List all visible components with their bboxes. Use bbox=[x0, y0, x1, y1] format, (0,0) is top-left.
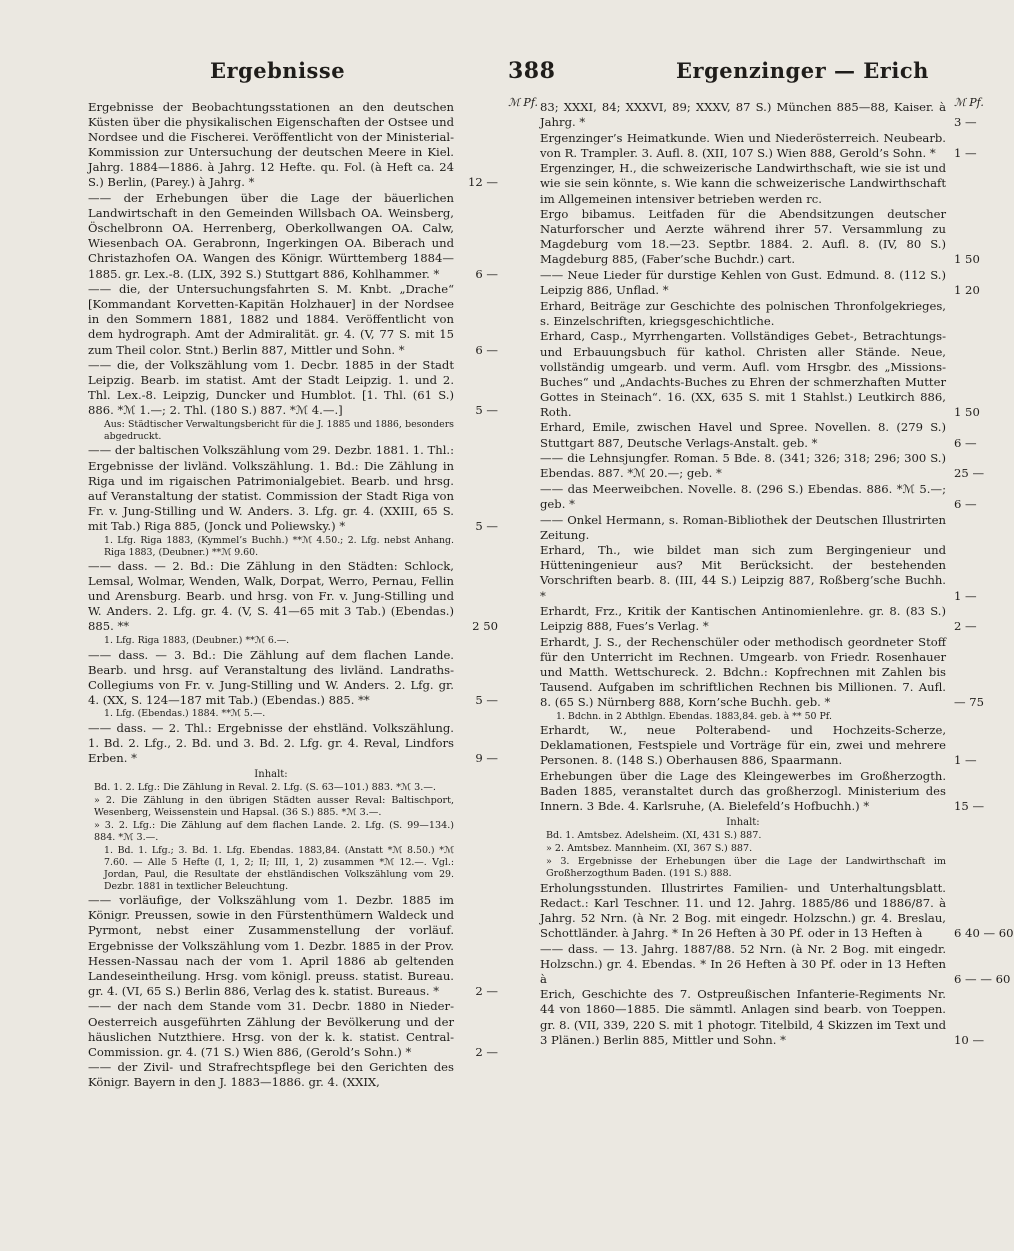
entry-text: 1. Bdchn. in 2 Abthlgn. Ebendas. 1883,84. geb. à ** 50 Pf. bbox=[556, 710, 832, 722]
entry-text: 1. Lfg. Riga 1883, (Kymmel’s Buchh.) **ℳ 4.50.; 2. Lfg. nebst Anhang. Riga 1883, (Deubner.) **ℳ 9.60. bbox=[104, 534, 454, 558]
catalog-entry bbox=[540, 604, 977, 634]
entry-price: 1 — bbox=[954, 588, 977, 603]
entry-text: —— der Zivil- und Strafrechtspflege bei den Gerichten des Königr. Bayern in den J. 1883—1886. gr. 4. (XXIX, bbox=[88, 1060, 454, 1090]
catalog-contents bbox=[540, 843, 950, 855]
catalog-contents bbox=[88, 782, 498, 794]
entry-text: Erhebungen über die Lage des Kleingewerbes im Großherzogth. Baden 1885, veranstaltet durch das großherzogl. Ministerium des Innern. 3 Bde. 4. Karlsruhe, (A. Bielefeld’s Hofbuchh.) * bbox=[540, 769, 946, 814]
entry-text: Erhard, Th., wie bildet man sich zum Bergingenieur und Hütteningenieur aus? Mit Berücksicht. der bestehenden Vorschriften bearb. 8. (III, 44 S.) Leipzig 887, Roßberg’sche Buchh. * bbox=[540, 543, 946, 603]
catalog-entry bbox=[88, 282, 498, 357]
entry-price: 1 — bbox=[954, 753, 977, 768]
catalog-entry bbox=[88, 648, 498, 708]
catalog-entry bbox=[88, 999, 498, 1059]
entry-text: Inhalt: bbox=[726, 816, 760, 828]
catalog-entry bbox=[540, 723, 977, 768]
entry-text: Aus: Städtischer Verwaltungsbericht für die J. 1885 und 1886, besonders abgedruckt. bbox=[104, 418, 454, 442]
catalog-contents bbox=[540, 815, 950, 830]
entry-text: —— Neue Lieder für durstige Kehlen von Gust. Edmund. 8. (112 S.) Leipzig 886, Unflad. * bbox=[540, 268, 946, 298]
catalog-entry bbox=[540, 769, 985, 814]
entry-price: 12 — bbox=[467, 175, 498, 190]
entry-price: 2 — bbox=[475, 1044, 498, 1059]
catalog-entry bbox=[540, 420, 977, 450]
entry-text: Bd. 1. 2. Lfg.: Die Zählung in Reval. 2. Lfg. (S. 63—101.) 883. *ℳ 3.—. bbox=[94, 782, 436, 794]
entry-price: 5 — bbox=[475, 403, 498, 418]
entry-price: 9 — bbox=[475, 751, 498, 766]
entry-price: 5 — bbox=[475, 692, 498, 707]
entry-price: 6 — bbox=[475, 266, 498, 281]
catalog-entry bbox=[88, 559, 498, 634]
entry-price: 6 — bbox=[954, 496, 977, 511]
catalog-entry bbox=[540, 987, 985, 1047]
entry-text: —— Onkel Hermann, s. Roman-Bibliothek der Deutschen Illustrirten Zeitung. bbox=[540, 512, 946, 542]
entry-text: —— der Erhebungen über die Lage der bäuerlichen Landwirtschaft in den Gemeinden Willsbach OA. Weinsberg, Öschelbronn OA. Herrenberg, Oberkollwangen OA. Calw, Wiesenbach OA. Gerabronn, Ingerkingen OA. Biberach und Christazhofen OA. Wangen des Königr. Württemberg 1884—1885. gr. Lex.-8. (LIX, 392 S.) Stuttgart 886, Kohlhammer. * bbox=[88, 191, 454, 281]
catalog-note bbox=[88, 535, 498, 559]
entry-price: 1 50 bbox=[954, 252, 980, 267]
catalog-entry bbox=[540, 634, 985, 710]
entry-text: —— die, der Volkszählung vom 1. Decbr. 1885 in der Stadt Leipzig. Bearb. im statist. Amt der Stadt Leipzig. 1. und 2. Thl. Lex.-8. Leipzig, Duncker und Humblot. [1. Thl. (61 S.) 886. *ℳ 1.—; 2. Thl. (180 S.) 887. *ℳ 4.—.] bbox=[88, 358, 454, 418]
catalog-entry bbox=[540, 513, 950, 543]
entry-text: Ergenzinger’s Heimatkunde. Wien und Niederösterreich. Neubearb. von R. Trampler. 3. Aufl. 8. (XII, 107 S.) Wien 888, Gerold’s Sohn. * bbox=[540, 130, 946, 160]
catalog-note bbox=[88, 635, 498, 647]
catalog-contents bbox=[540, 830, 950, 842]
entry-text: Ergebnisse der Beobachtungsstationen an den deutschen Küsten über die physikalischen Eigenschaften der Ostsee und Nordsee und die Fischerei. Veröffentlicht von der Ministerial-Kommission zur Untersuchung der deutschen Meere in Kiel. Jahrg. 1884—1886. à Jahrg. 12 Hefte. qu. Fol. (à Heft ca. 24 S.) Berlin, (Parey.) à Jahrg. * bbox=[88, 100, 454, 190]
catalog-entry bbox=[540, 130, 977, 161]
entry-price: 3 — bbox=[954, 115, 977, 130]
catalog-entry bbox=[88, 100, 498, 191]
entry-text: —— die Lehnsjungfer. Roman. 5 Bde. 8. (341; 326; 318; 296; 300 S.) Ebendas. 887. *ℳ 20.—; geb. * bbox=[540, 451, 946, 481]
entry-price: 2 50 bbox=[472, 619, 498, 634]
entry-text: » 3. Ergebnisse der Erhebungen über die Lage der Landwirthschaft im Großherzogthum Baden. (191 S.) 888. bbox=[546, 855, 946, 880]
entry-price: 2 — bbox=[475, 983, 498, 998]
entry-price: 1 20 bbox=[954, 283, 980, 298]
catalog-entry bbox=[540, 880, 1014, 941]
catalog-entry bbox=[540, 299, 950, 329]
entry-price: 10 — bbox=[954, 1032, 985, 1047]
catalog-entry bbox=[88, 1060, 498, 1090]
entry-price: 6 — — 60 bbox=[954, 971, 1011, 986]
entry-text: 83; XXXI, 84; XXXVI, 89; XXXV, 87 S.) München 885—88, Kaiser. à Jahrg. * bbox=[540, 100, 946, 130]
entry-text: —— der baltischen Volkszählung vom 29. Dezbr. 1881. 1. Thl.: Ergebnisse der livländ. Volkszählung. 1. Bd.: Die Zählung in Riga und im rigaischen Patrimonialgebiet. Bearb. und hrsg. auf Veranstaltung der statist. Commission der Stadt Riga von Fr. v. Jung-Stilling und W. Anders. 3. Lfg. gr. 4. (XXIII, 65 S. mit Tab.) Riga 885, (Jonck und Poliewsky.) * bbox=[88, 443, 454, 533]
catalog-entry bbox=[540, 451, 985, 481]
entry-text: Erich, Geschichte des 7. Ostpreußischen Infanterie-Regiments Nr. 44 von 1860—1885. Die sämmtl. Anlagen sind bearb. von Toeppen. gr. 8. (VII, 339, 220 S. mit 1 photogr. Titelbild, 4 Skizzen im Text und 3 Plänen.) Berlin 885, Mittler und Sohn. * bbox=[540, 987, 946, 1047]
entry-text: Erhard, Casp., Myrrhengarten. Vollständiges Gebet-, Betrachtungs- und Erbauungsbuch für kathol. Christen aller Stände. Neue, vollständig umgearb. und verm. Aufl. vom Hrsgbr. des „Missions-Buches“ und „Andachts-Buches zu Ehren der schmerzhaften Mutter Gottes in Steinach“. 16. (XX, 635 S. mit 1 Stahlst.) Leutkirch 886, Roth. bbox=[540, 329, 946, 419]
entry-text: Ergenzinger, H., die schweizerische Landwirthschaft, wie sie ist und wie sie sein könnte, s. Wie kann die schweizerische Landwirthschaft im Allgemeinen intensiver betrieben werden rc. bbox=[540, 161, 946, 206]
running-head-right: Ergenzinger — Erich bbox=[676, 58, 929, 83]
entry-text: » 3. 2. Lfg.: Die Zählung auf dem flachen Lande. 2. Lfg. (S. 99—134.) 884. *ℳ 3.—. bbox=[94, 819, 454, 844]
catalog-note bbox=[88, 419, 498, 443]
entry-text: Erhard, Emile, zwischen Havel und Spree. Novellen. 8. (279 S.) Stuttgart 887, Deutsche Verlags-Anstalt. geb. * bbox=[540, 420, 946, 450]
entry-text: —— die, der Untersuchungsfahrten S. M. Knbt. „Drache“ [Kommandant Korvetten-Kapitän Holzhauer] in der Nordsee in den Sommern 1881, 1882 und 1884. Veröffentlicht von dem hydrograph. Amt der Admiralität. gr. 4. (V, 77 S. mit 15 zum Theil color. Stnt.) Berlin 887, Mittler und Sohn. * bbox=[88, 282, 454, 357]
entry-text: Erhardt, J. S., der Rechenschüler oder methodisch geordneter Stoff für den Unterricht im Rechnen. Umgearb. von Friedr. Rosenhauer und Matth. Wettschureck. 2. Bdchn.: Kopfrechnen mit Zahlen bis Tausend. Aufgaben im schriftlichen Rechnen bis Millionen. 7. Aufl. 8. (65 S.) Nürnberg 888, Korn’sche Buchh. geb. * bbox=[540, 634, 946, 710]
catalog-entry bbox=[88, 358, 498, 418]
entry-price: 6 — bbox=[954, 435, 977, 450]
catalog-note bbox=[540, 711, 950, 723]
entry-text: Erhardt, Frz., Kritik der Kantischen Antinomienlehre. gr. 8. (83 S.) Leipzig 888, Fues’s Verlag. * bbox=[540, 604, 946, 634]
entry-text: —— der nach dem Stande vom 31. Decbr. 1880 in Nieder-Oesterreich ausgeführten Zählung der Bevölkerung und der häuslichen Nutzthiere. Hrsg. von der k. k. statist. Central-Commission. gr. 4. (71 S.) Wien 886, (Gerold’s Sohn.) * bbox=[88, 999, 454, 1059]
entry-text: Inhalt: bbox=[254, 768, 288, 780]
entry-text: Ergo bibamus. Leitfaden für die Abendsitzungen deutscher Naturforscher und Aerzte während ihrer 57. Versammlung zu Magdeburg vom 18.—23. Septbr. 1884. 2. Aufl. 8. (IV, 80 S.) Magdeburg 885, (Faber’sche Buchdr.) cart. bbox=[540, 207, 946, 267]
entry-price: 25 — bbox=[954, 466, 985, 481]
entry-text: 1. Lfg. Riga 1883, (Deubner.) **ℳ 6.—. bbox=[104, 635, 290, 646]
entry-price: 6 40 — 60 bbox=[954, 926, 1014, 940]
catalog-entry bbox=[540, 268, 980, 298]
entry-text: —— dass. — 3. Bd.: Die Zählung auf dem flachen Lande. Bearb. und hrsg. auf Veranstaltung des livländ. Landraths-Collegiums von Fr. v. Jung-Stilling und W. Anders. 2. Lfg. gr. 4. (XX, S. 124—187 mit Tab.) (Ebendas.) 885. ** bbox=[88, 647, 454, 707]
entry-text: Erhardt, W., neue Polterabend- und Hochzeits-Scherze, Deklamationen, Festspiele und Vorträge für ein, zwei und mehrere Personen. 8. (148 S.) Oberhausen 886, Spaarmann. bbox=[540, 723, 946, 768]
catalog-entry bbox=[540, 543, 977, 603]
entry-price: 15 — bbox=[954, 799, 985, 814]
entry-text: —— dass. — 2. Thl.: Ergebnisse der ehstländ. Volkszählung. 1. Bd. 2. Lfg., 2. Bd. und 3. Bd. 2. Lfg. gr. 4. Reval, Lindfors Erben. * bbox=[88, 720, 454, 766]
price-column-header-left: ℳ Pf. bbox=[508, 96, 538, 109]
entry-price: 5 — bbox=[475, 518, 498, 533]
price-column-header-right: ℳ Pf. bbox=[954, 96, 984, 109]
catalog-contents bbox=[88, 795, 498, 819]
left-column bbox=[88, 100, 498, 1091]
running-head-left: Ergebnisse bbox=[210, 58, 346, 83]
catalog-entry bbox=[88, 443, 498, 534]
entry-price: 6 — bbox=[475, 342, 498, 357]
entry-price: 2 — bbox=[954, 619, 977, 634]
entry-text: 1. Bd. 1. Lfg.; 3. Bd. 1. Lfg. Ebendas. 1883,84. (Anstatt *ℳ 8.50.) *ℳ 7.60. — Alle 5 Hefte (I, 1, 2; II; III, 1, 2) zusammen *ℳ 12.—. Vgl.: Jordan, Paul, die Resultate der ehstländischen Volkszählung vom 29. Dezbr. 1881 in textlicher Beleuchtung. bbox=[104, 844, 454, 892]
catalog-entry bbox=[540, 481, 977, 512]
entry-price: 1 — bbox=[954, 145, 977, 160]
catalog-entry bbox=[88, 893, 498, 999]
entry-text: » 2. Amtsbez. Mannheim. (XI, 367 S.) 887. bbox=[546, 843, 753, 855]
entry-text: —— das Meerweibchen. Novelle. 8. (296 S.) Ebendas. 886. *ℳ 5.—; geb. * bbox=[540, 481, 946, 511]
catalog-note bbox=[88, 845, 498, 893]
page-number: 388 bbox=[508, 58, 556, 84]
catalog-entry bbox=[540, 207, 980, 267]
catalog-contents bbox=[88, 767, 498, 782]
entry-text: —— dass. — 2. Bd.: Die Zählung in den Städten: Schlock, Lemsal, Wolmar, Wenden, Walk, Dorpat, Werro, Pernau, Fellin und Arensburg. Bearb. und hrsg. von Fr. v. Jung-Stilling und W. Anders. 2. Lfg. gr. 4. (V, S. 41—65 mit 3 Tab.) (Ebendas.) 885. ** bbox=[88, 559, 454, 634]
entry-text: Erholungsstunden. Illustrirtes Familien- und Unterhaltungsblatt. Redact.: Karl Teschner. 11. und 12. Jahrg. 1885/86 und 1886/87. à Jahrg. 52 Nrn. (à Nr. 2 Bog. mit eingedr. Holzschn.) gr. 4. Breslau, Schottländer. à Jahrg. * In 26 Heften à 30 Pf. oder in 13 Heften à bbox=[540, 880, 946, 940]
catalog-note bbox=[88, 708, 498, 720]
entry-text: 1. Lfg. (Ebendas.) 1884. **ℳ 5.—. bbox=[104, 708, 266, 720]
catalog-contents bbox=[540, 856, 950, 880]
catalog-entry bbox=[88, 721, 498, 766]
entry-text: » 2. Die Zählung in den übrigen Städten ausser Reval: Baltischport, Wesenberg, Weissenstein und Hapsal. (36 S.) 885. *ℳ 3.—. bbox=[94, 794, 454, 819]
catalog-entry bbox=[88, 191, 498, 282]
entry-price: 1 50 bbox=[954, 404, 980, 419]
entry-text: Erhard, Beiträge zur Geschichte des polnischen Thronfolgekrieges, s. Einzelschriften, kriegsgeschichtliche. bbox=[540, 298, 946, 328]
catalog-entry bbox=[540, 161, 950, 206]
catalog-entry bbox=[540, 329, 980, 420]
entry-text: Bd. 1. Amtsbez. Adelsheim. (XI, 431 S.) 887. bbox=[546, 830, 762, 842]
catalog-contents bbox=[88, 820, 498, 844]
entry-text: —— dass. — 13. Jahrg. 1887/88. 52 Nrn. (à Nr. 2 Bog. mit eingedr. Holzschn.) gr. 4. Ebendas. * In 26 Heften à 30 Pf. oder in 13 Heften à bbox=[540, 941, 946, 986]
entry-price: — 75 bbox=[954, 695, 985, 710]
entry-text: —— vorläufige, der Volkszählung vom 1. Dezbr. 1885 im Königr. Preussen, sowie in den Fürstenthümern Waldeck und Pyrmont, nebst einer Zusammenstellung der vorläuf. Ergebnisse der Volkszählung vom 1. Dezbr. 1885 in der Prov. Hessen-Nassau nach der vom 1. April 1886 ab geltenden Landeseintheilung. Hrsg. vom königl. preuss. statist. Bureau. gr. 4. (VI, 65 S.) Berlin 886, Verlag des k. statist. Bureaus. * bbox=[88, 893, 454, 998]
catalog-entry bbox=[540, 941, 1011, 987]
